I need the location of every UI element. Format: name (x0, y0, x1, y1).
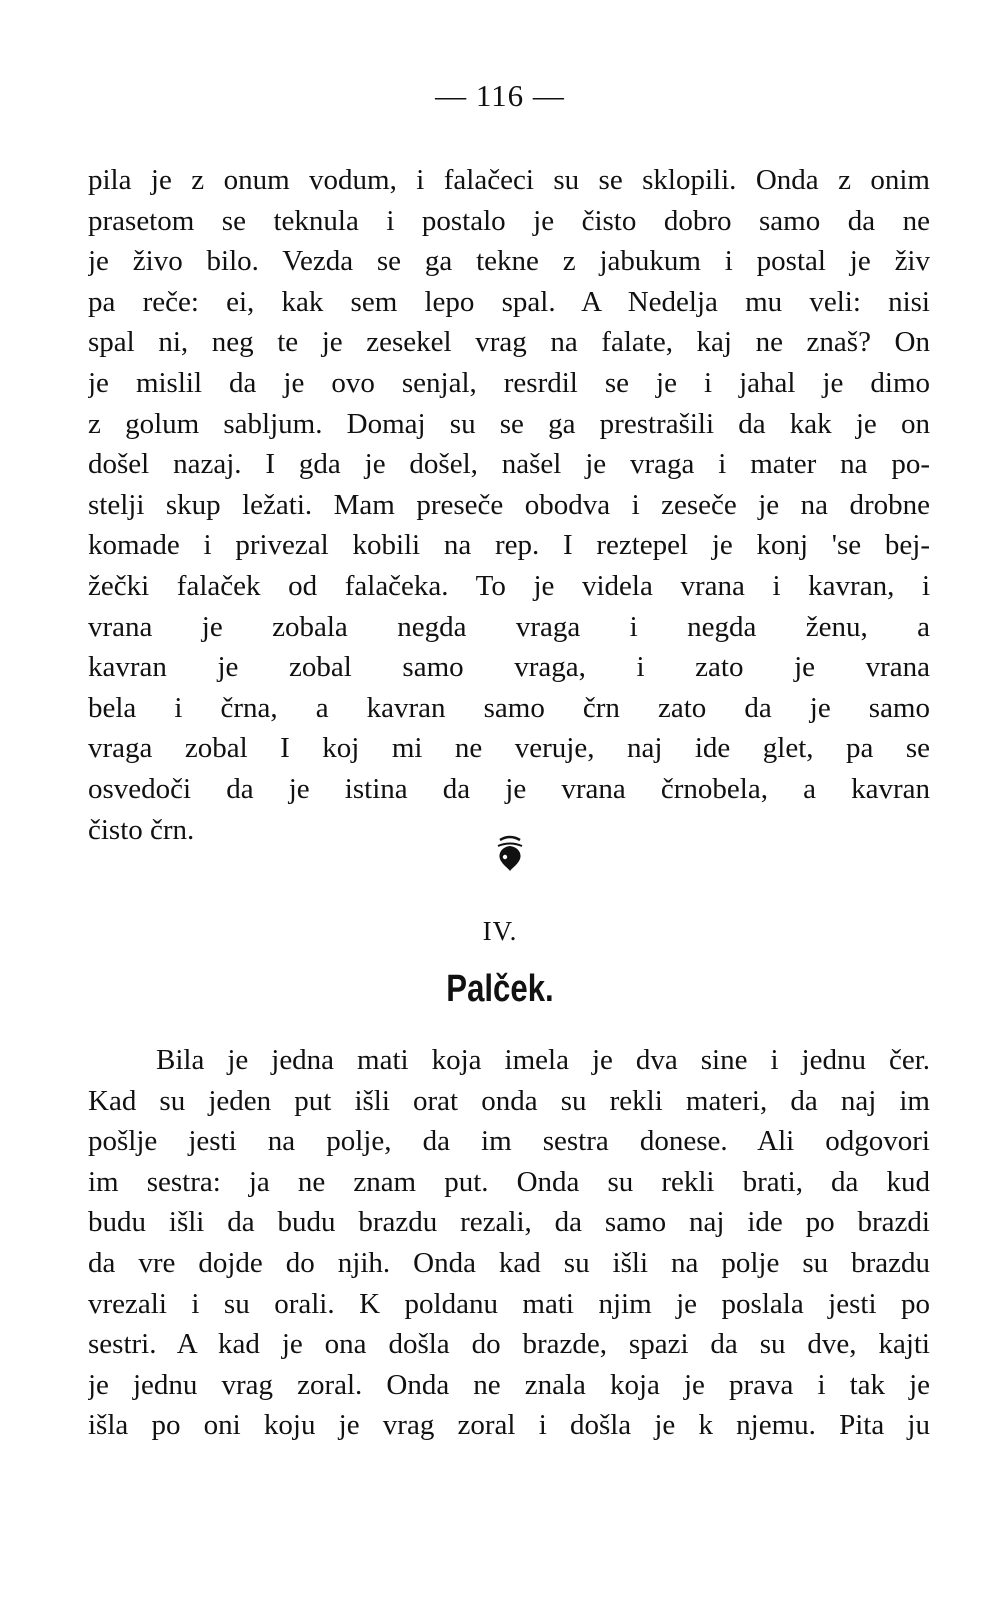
text-line: vraga zobal I koj mi ne veruje, naj ide glet, pa se (88, 732, 930, 765)
text-line: je jednu vrag zoral. Onda ne znala koja je prava i tak je (88, 1368, 930, 1401)
text-line: pošlje jesti na polje, da im sestra donese. Ali odgovori (88, 1125, 930, 1158)
paragraph-palcek (88, 1040, 930, 1446)
fleuron-icon (490, 833, 530, 873)
text-line: vrezali i su orali. K poldanu mati njim je poslala jesti po (88, 1287, 930, 1320)
paragraph-story-ending (88, 160, 930, 850)
text-line: vrana je zobala negda vraga i negda ženu, a (88, 610, 930, 643)
text-line: osvedoči da je istina da je vrana črnobela, a kavran (88, 772, 930, 805)
text-line: došel nazaj. I gda je došel, našel je vraga i mater na po- (88, 448, 930, 481)
text-line: je mislil da je ovo senjal, resrdil se je i jahal je dimo (88, 366, 930, 399)
text-line: je živo bilo. Vezda se ga tekne z jabukum i postal je živ (88, 245, 930, 278)
text-line: išla po oni koju je vrag zoral i došla je k njemu. Pita ju (88, 1409, 930, 1442)
text-line: stelji skup ležati. Mam preseče obodva i zeseče je na drobne (88, 488, 930, 521)
text-line: prasetom se teknula i postalo je čisto dobro samo da ne (88, 204, 930, 237)
text-line: pila je z onum vodum, i falačeci su se sklopili. Onda z onim (88, 164, 930, 196)
text-line: kavran je zobal samo vraga, i zato je vrana (88, 651, 930, 684)
text-line: da vre dojde do njih. Onda kad su išli na polje su brazdu (88, 1246, 930, 1279)
text-line: im sestra: ja ne znam put. Onda su rekli brati, da kud (88, 1165, 930, 1198)
text-line: z golum sabljum. Domaj su se ga prestrašili da kak je on (88, 407, 930, 440)
page-number: — 116 — (435, 78, 565, 113)
text-line: pa reče: ei, kak sem lepo spal. A Nedelja mu veli: nisi (88, 285, 930, 318)
text-line: sestri. A kad je ona došla do brazde, spazi da su dve, kajti (88, 1328, 930, 1361)
text-line: čisto črn. (88, 813, 195, 846)
text-line: Bila je jedna mati koja imela je dva sine i jednu čer. (156, 1044, 930, 1076)
text-line: spal ni, neg te je zesekel vrag na falate, kaj ne znaš? On (88, 326, 930, 359)
text-line: žečki falaček od falačeka. To je videla vrana i kavran, i (88, 569, 930, 602)
text-line: komade i privezal kobili na rep. I reztepel je konj 'se bej- (88, 529, 930, 562)
chapter-number: IV. (482, 916, 518, 946)
text-line: budu išli da budu brazdu rezali, da samo naj ide po brazdi (88, 1206, 930, 1239)
text-line: bela i črna, a kavran samo črn zato da je samo (88, 691, 930, 724)
text-line: Kad su jeden put išli orat onda su rekli materi, da naj im (88, 1084, 930, 1117)
chapter-title: Palček. (446, 968, 554, 1010)
